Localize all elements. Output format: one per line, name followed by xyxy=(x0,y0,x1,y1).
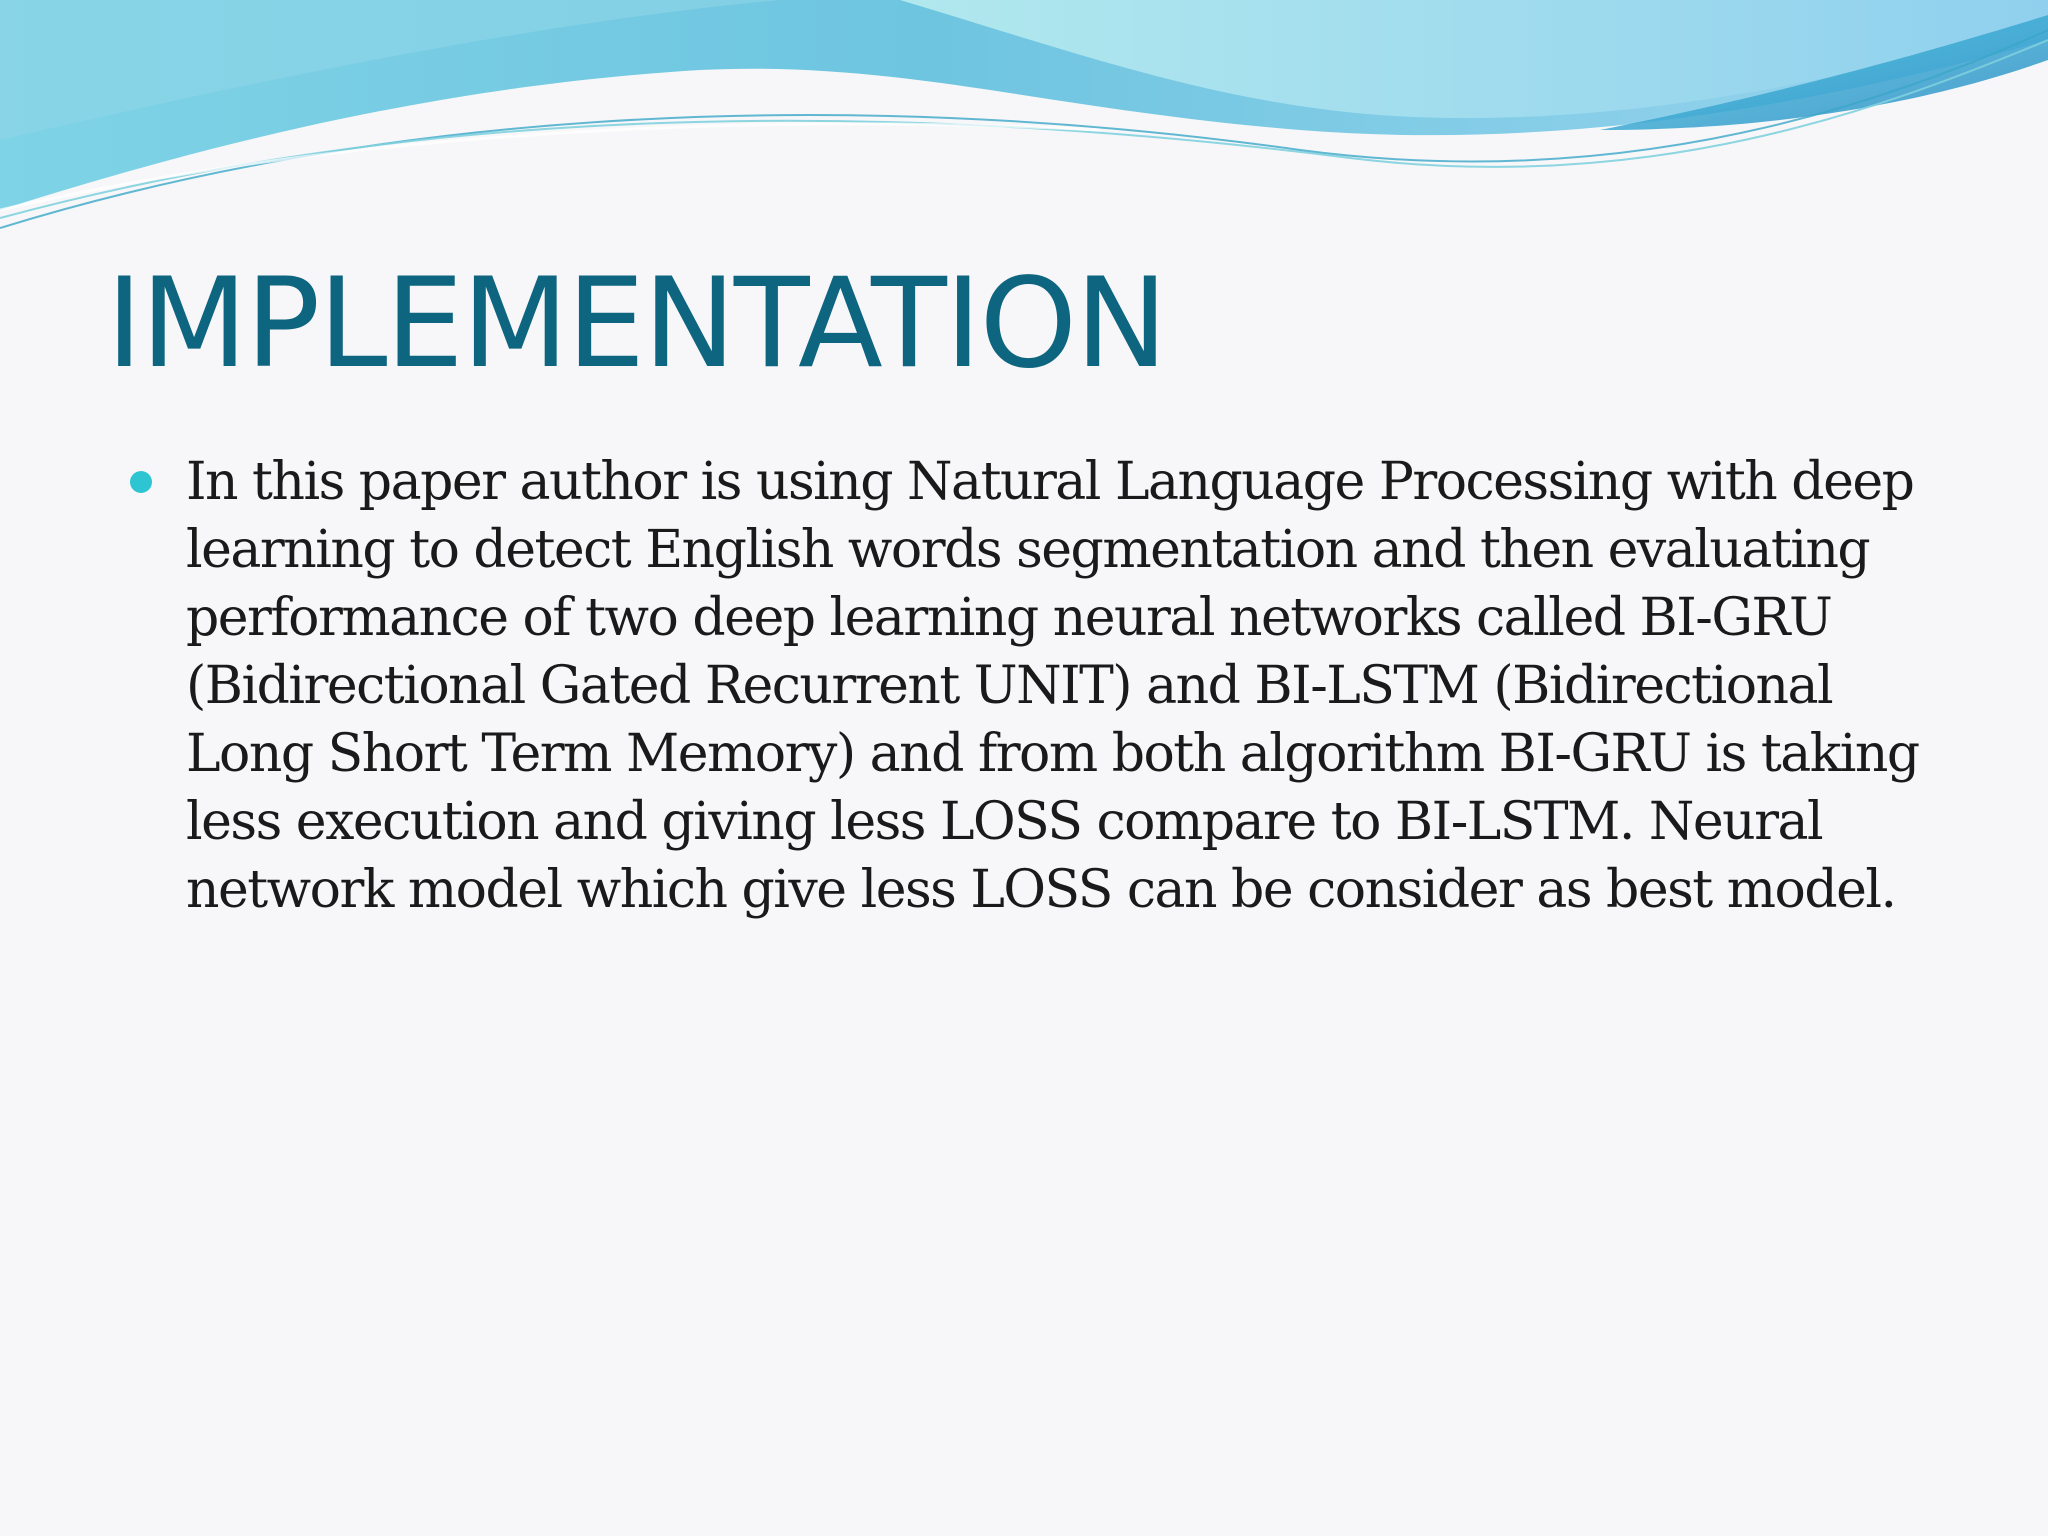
slide-title: IMPLEMENTATION xyxy=(106,252,1166,396)
bullet-icon xyxy=(130,471,152,493)
bullet-item xyxy=(124,448,1924,924)
bullet-list xyxy=(124,448,1924,924)
header-wave-decoration xyxy=(0,0,2048,260)
bullet-text: In this paper author is using Natural Language Processing with deep learning to detect English words segmentation and then evaluating performance of two deep learning neural networks called BI-GRU (Bidirectional Gated Recurrent UNIT) and BI-LSTM (Bidirectional Long Short Term Memory) and from both algorithm BI-GRU is taking less execution and giving less LOSS compare to BI-LSTM. Neural network model which give less LOSS can be consider as best model. xyxy=(186,452,1919,920)
